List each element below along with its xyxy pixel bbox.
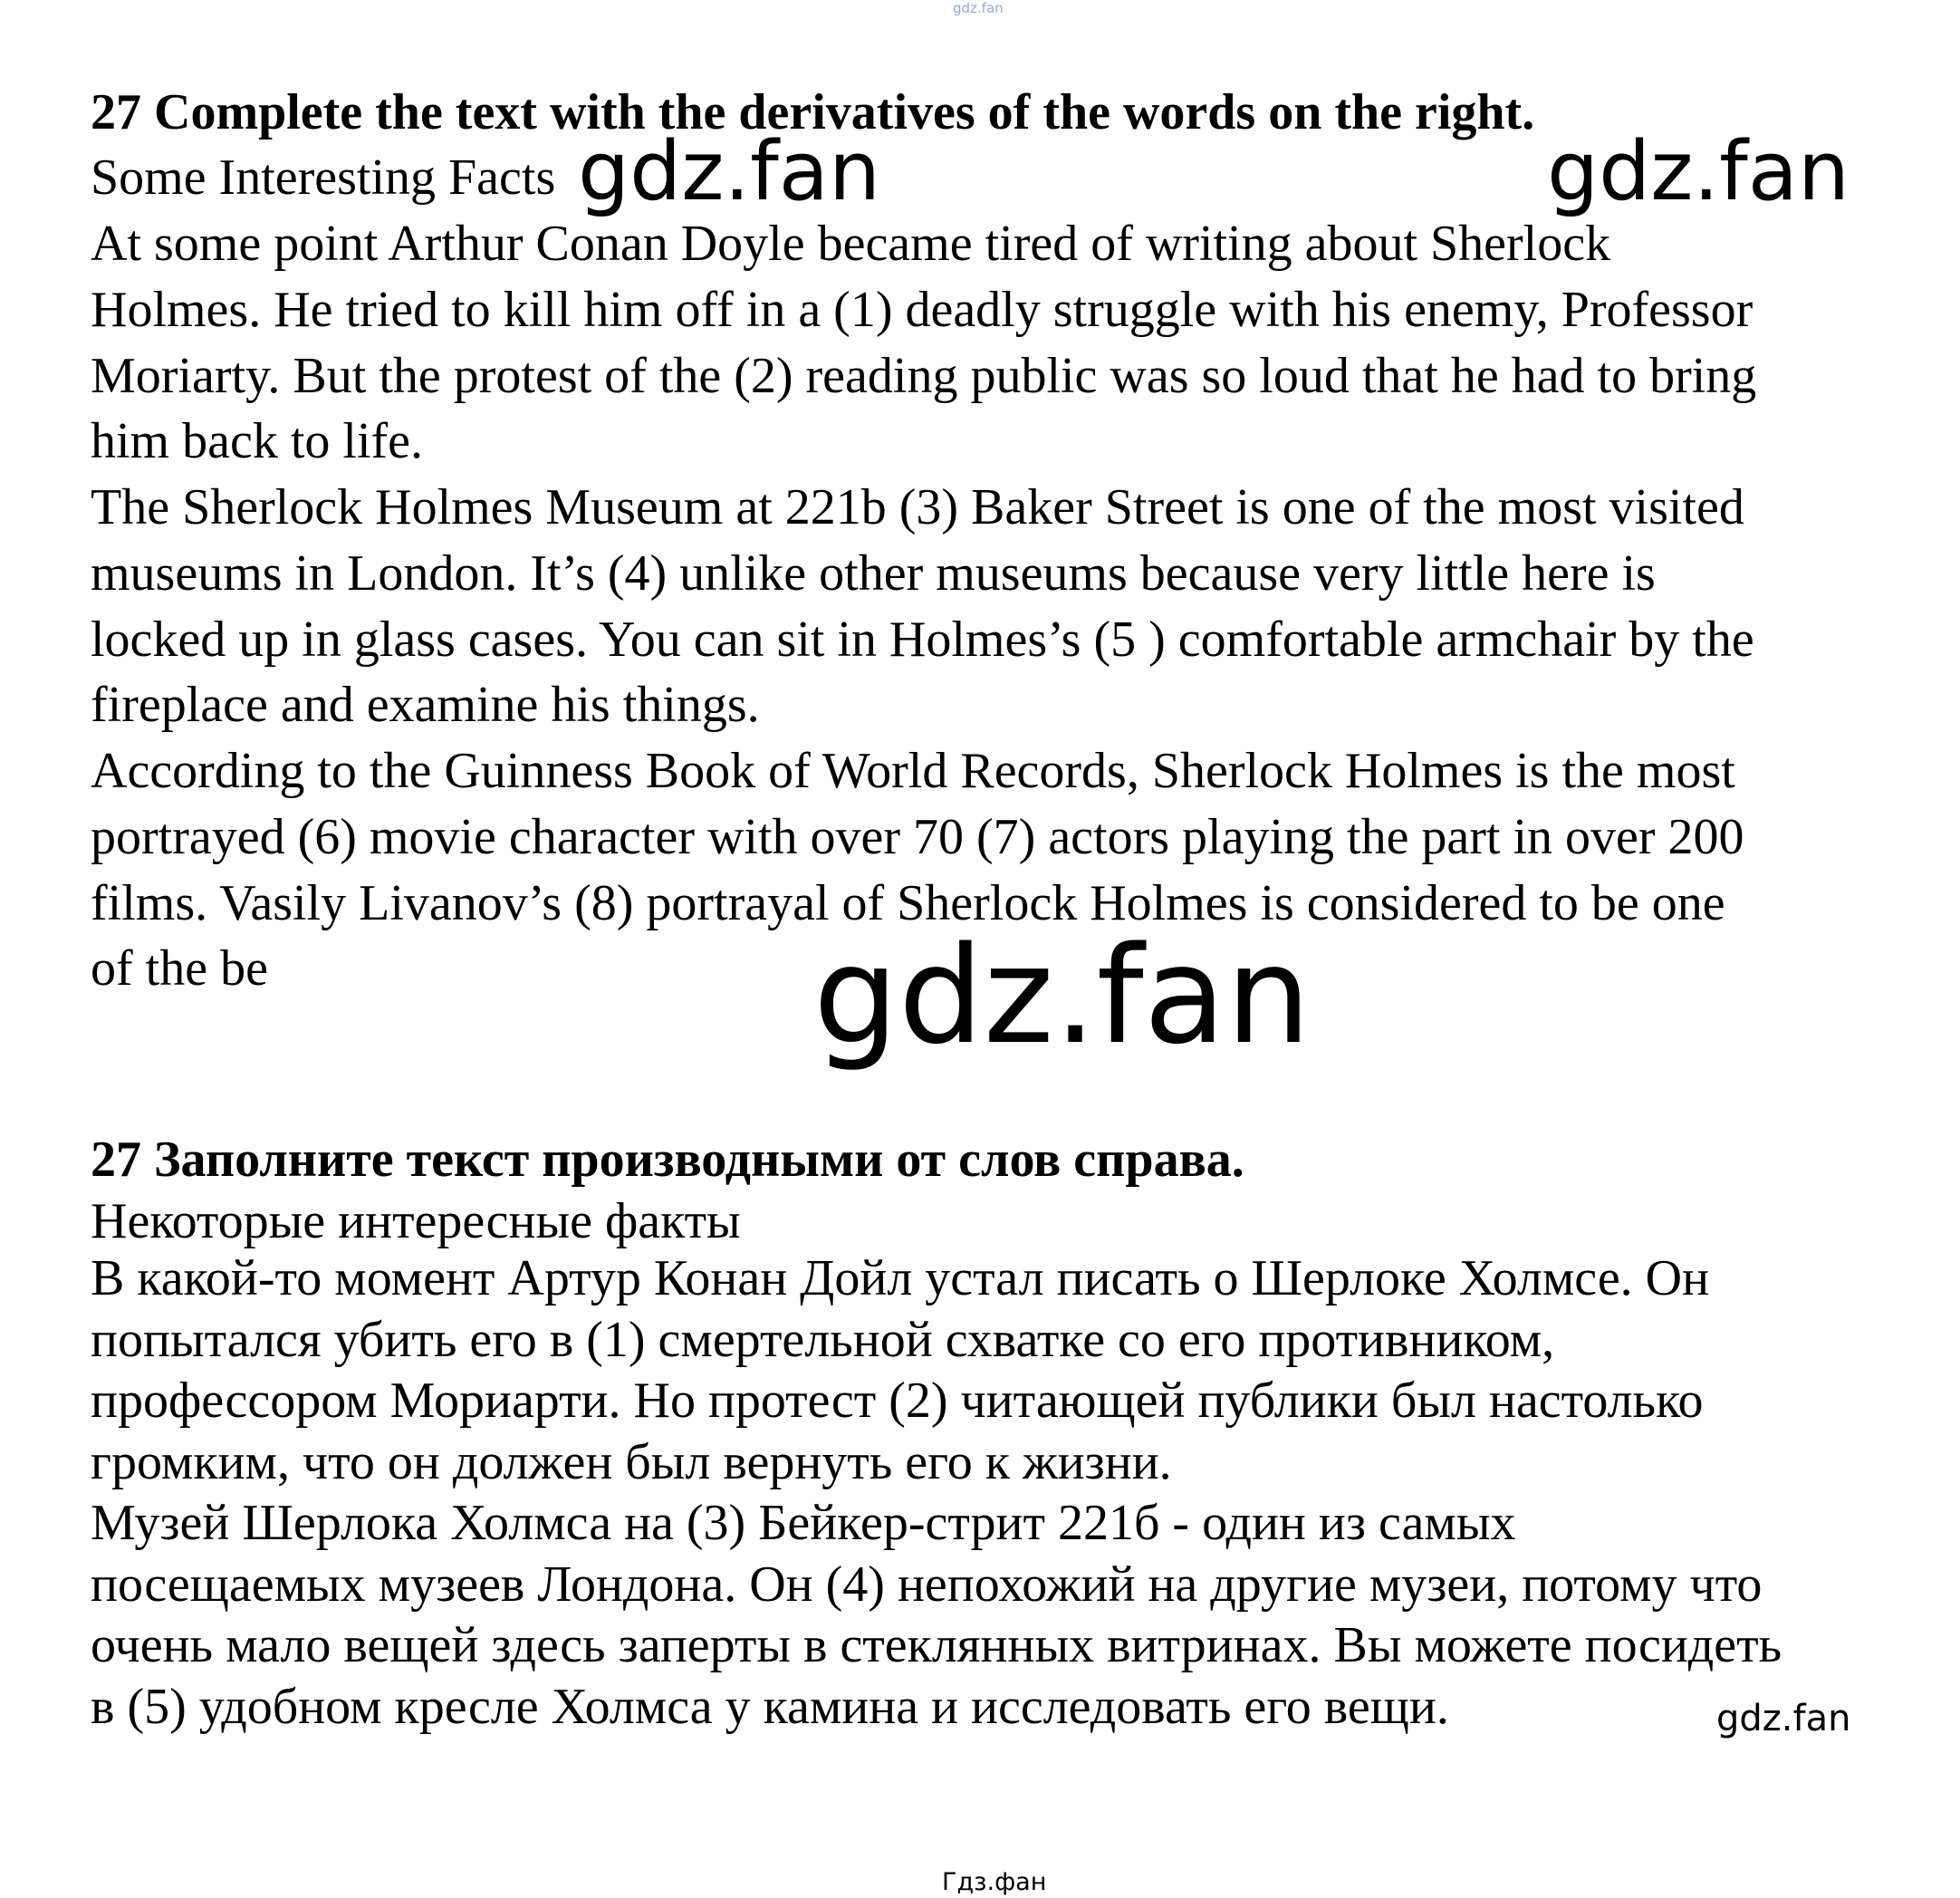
text-line: посещаемых музеев Лондона. Он (4) непохожий на другие музеи, потому что [91,1556,1763,1613]
watermark-center: gdz.fan [813,918,1311,1074]
russian-paragraph-2 [91,1493,1782,1738]
text-line: films. Vasily Livanov’s (8) portrayal of Sherlock Holmes is considered to be one [91,874,1725,931]
text-line: Музей Шерлока Холмса на (3) Бейкер-стрит 221б - один из самых [91,1495,1516,1551]
text-line: fireplace and examine his things. [91,677,760,734]
text-line: According to the Guinness Book of World Records, Sherlock Holmes is the most [91,743,1735,799]
text-line: him back to life. [91,413,424,470]
text-line: очень мало вещей здесь заперты в стеклянных витринах. Вы можете посидеть [91,1617,1782,1673]
top-watermark: gdz.fan [953,0,1004,16]
text-line: Moriarty. But the protest of the (2) reading public was so loud that he had to bring [91,347,1757,404]
text-line: Holmes. He tried to kill him off in a (1) deadly struggle with his enemy, Professor [91,281,1753,338]
text-line: locked up in glass cases. You can sit in Holmes’s (5 ) comfortable armchair by the [91,611,1754,668]
text-line: The Sherlock Holmes Museum at 221b (3) Baker Street is one of the most visited [91,479,1744,535]
text-line: В какой-то момент Артур Конан Дойл устал писать о Шерлоке Холмсе. Он [91,1250,1710,1306]
watermark-top-left: gdz.fan [578,124,880,219]
russian-subtitle: Некоторые интересные факты [91,1193,741,1249]
russian-heading: 27 Заполните текст производными от слов справа. [91,1132,1244,1188]
english-heading: 27 Complete the text with the derivatives of the words on the right. [91,84,1535,140]
watermark-top-right: gdz.fan [1547,124,1850,219]
text-line: профессором Мориарти. Но протест (2) читающей публики был настолько [91,1373,1704,1429]
text-line: of the be [91,940,268,997]
text-line: в (5) удобном кресле Холмса у камина и исследовать его вещи. [91,1678,1449,1735]
english-paragraph-1 [91,211,1756,475]
english-paragraph-2 [91,475,1754,738]
english-subtitle: Some Interesting Facts [91,149,556,206]
text-line: громким, что он должен был вернуть его к жизни. [91,1433,1172,1490]
page-footer: Гдз.фан [942,1868,1047,1896]
text-line: At some point Arthur Conan Doyle became tired of writing about Sherlock [91,216,1611,272]
text-line: попытался убить его в (1) смертельной схватке со его противником, [91,1311,1555,1368]
watermark-bottom-right: gdz.fan [1716,1698,1851,1739]
text-line: museums in London. It’s (4) unlike other museums because very little here is [91,544,1656,602]
russian-paragraph-1 [91,1248,1709,1493]
text-line: portrayed (6) movie character with over 70 (7) actors playing the part in over 200 [91,808,1744,865]
